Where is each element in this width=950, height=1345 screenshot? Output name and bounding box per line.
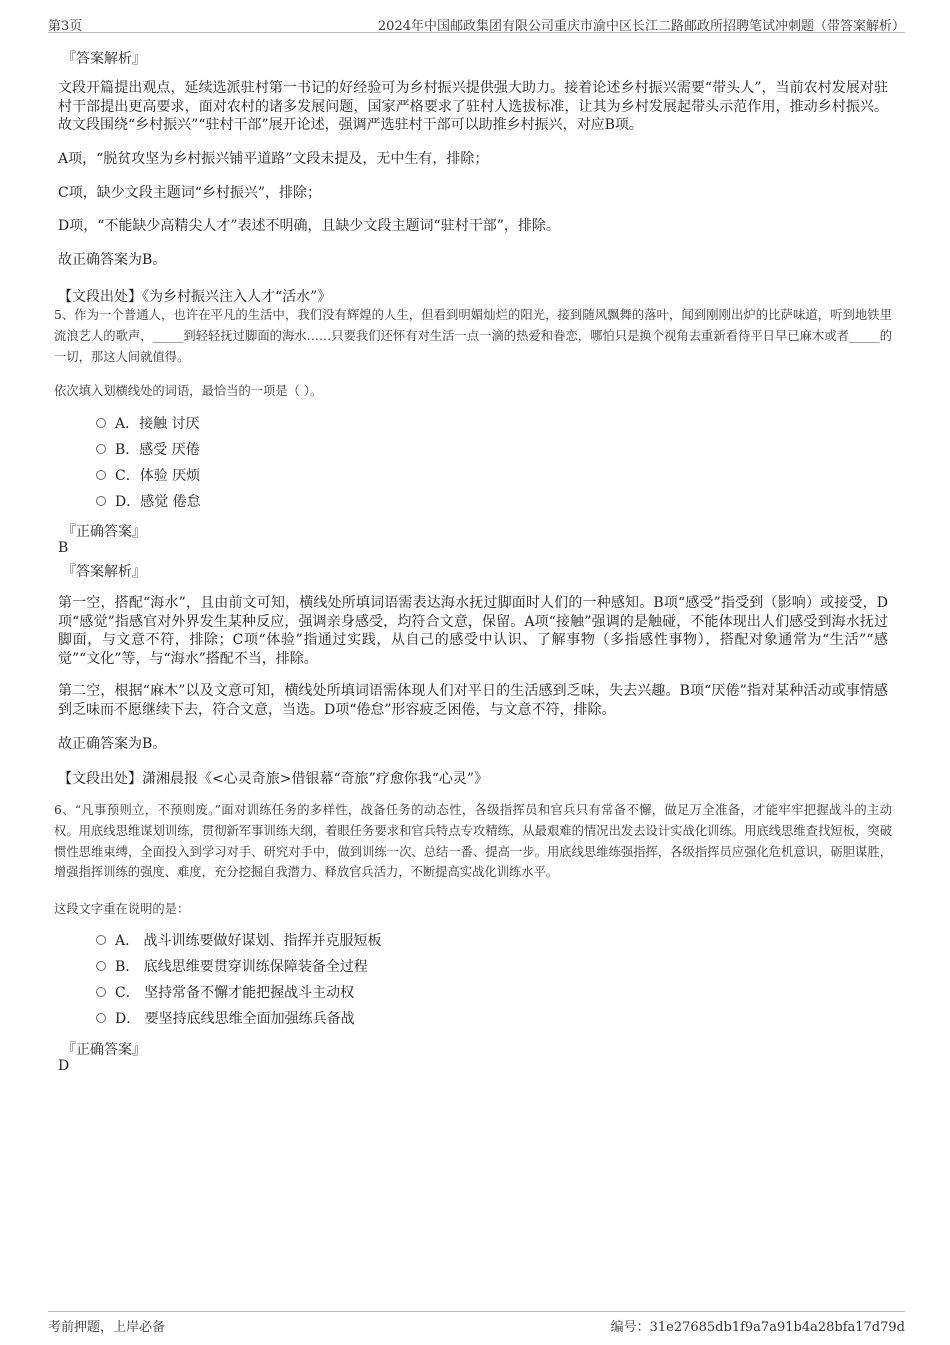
question-instruction: 依次填入划横线处的词语，最恰当的一项是（ ）。: [54, 384, 323, 398]
source-citation: 【文段出处】潇湘晨报《<心灵奇旅>借银幕“奇旅”疗愈你我“心灵”》: [58, 771, 489, 787]
option-c[interactable]: [96, 466, 200, 486]
option-a[interactable]: [96, 931, 382, 951]
correct-answer: D: [58, 1058, 70, 1074]
option-label: B． 底线思维要贯穿训练保障装备全过程: [115, 959, 368, 975]
option-label: B．感受 厌倦: [115, 442, 200, 458]
question-stem: 5、作为一个普通人，也许在平凡的生活中，我们没有辉煌的人生，但看到明媚灿烂的阳光，接到随风飘舞的落叶，闻到刚刚出炉的比萨味道，听到地铁里流浪艺人的歌声，_____到轻轻抚过脚面的海水……只要我们还怀有对生活一点一滴的热爱和眷恋，哪怕只是换个视角去重新看待平日早已麻木或者_____的一切，那这人间就值得。: [54, 308, 892, 364]
option-label: C．体验 厌烦: [115, 468, 201, 484]
analysis-paragraph: 第一空，搭配“海水”，且由前文可知，横线处所填词语需表达海水抚过脚面时人们的一种感知。B项“感受”指受到（影响）或接受，D项“感觉”指感官对外界发生某种反应，强调亲身感受，均符合文意，保留。A项“接触”强调的是触碰，不能体现出人们感受到海水抚过脚面，与文意不符，排除；C项“体验”指通过实践，从自己的感受中认识、了解事物（多指感性事物），搭配对象通常为“生活”“感觉”“文化”等，与“海水”搭配不当，排除。: [58, 595, 888, 667]
radio-icon[interactable]: [96, 418, 106, 428]
radio-icon[interactable]: [96, 444, 106, 454]
radio-icon[interactable]: [96, 496, 106, 506]
question-instruction: 这段文字重在说明的是：: [54, 902, 190, 916]
analysis-paragraph: C项，缺少文段主题词“乡村振兴”，排除；: [58, 185, 322, 201]
document-id: 编号：31e27685db1f9a7a91b4a28bfa17d79d: [610, 1320, 905, 1335]
option-d[interactable]: [96, 492, 201, 512]
analysis-label: 『答案解析』: [62, 51, 146, 67]
analysis-paragraph: 文段开篇提出观点，延续选派驻村第一书记的好经验可为乡村振兴提供强大助力。接着论述乡村振兴需要“带头人”，当前农村发展对驻村干部提出更高要求，面对农村的诸多发展问题，国家严格要求了驻村人选拔标准，让其为乡村发展起带头示范作用，推动乡村振兴。故文段围绕“乡村振兴”“驻村干部”展开论述，强调严选驻村干部可以助推乡村振兴，对应B项。: [58, 80, 888, 134]
option-b[interactable]: [96, 440, 200, 460]
radio-icon[interactable]: [96, 961, 106, 971]
radio-icon[interactable]: [96, 1013, 106, 1023]
option-label: D．感觉 倦怠: [115, 494, 201, 510]
option-label: C． 坚持常备不懈才能把握战斗主动权: [115, 985, 355, 1001]
footer-slogan: 考前押题，上岸必备: [48, 1320, 166, 1335]
radio-icon[interactable]: [96, 987, 106, 997]
correct-answer-label: 『正确答案』: [62, 524, 146, 540]
option-label: A．接触 讨厌: [115, 416, 200, 432]
analysis-paragraph: A项，“脱贫攻坚为乡村振兴铺平道路”文段未提及，无中生有，排除；: [58, 151, 489, 167]
page-footer: [48, 1311, 905, 1334]
option-d[interactable]: [96, 1009, 355, 1029]
radio-icon[interactable]: [96, 470, 106, 480]
correct-answer: B: [58, 540, 69, 556]
analysis-conclusion: 故正确答案为B。: [58, 252, 167, 268]
analysis-paragraph: D项，“不能缺少高精尖人才”表述不明确，且缺少文段主题词“驻村干部”，排除。: [58, 218, 560, 234]
question-stem: 6、“凡事预则立，不预则废。”面对训练任务的多样性，战备任务的动态性，各级指挥员和官兵只有常备不懈，做足万全准备，才能牢牢把握战斗的主动权。用底线思维谋划训练，贯彻新军事训练大纲，着眼任务要求和官兵特点专攻精练，从最艰难的情况出发去设计实战化训练。用底线思维查找短板，突破惯性思维束缚，全面投入到学习对手、研究对手中，做到训练一次、总结一番、提高一步。用底线思维练强指挥，各级指挥员应强化危机意识，砺胆谋胜，增强指挥训练的强度、难度，充分挖掘自我潜力、释放官兵活力，不断提高实战化训练水平。: [54, 803, 892, 880]
option-b[interactable]: [96, 957, 368, 977]
option-label: D． 要坚持底线思维全面加强练兵备战: [115, 1011, 355, 1027]
option-a[interactable]: [96, 414, 200, 434]
radio-icon[interactable]: [96, 935, 106, 945]
analysis-conclusion: 故正确答案为B。: [58, 736, 167, 752]
correct-answer-label: 『正确答案』: [62, 1042, 146, 1058]
analysis-label: 『答案解析』: [62, 564, 146, 580]
page-number: 第3页: [48, 19, 83, 34]
option-label: A． 战斗训练要做好谋划、指挥并克服短板: [115, 933, 382, 949]
page-header: [48, 14, 905, 33]
option-c[interactable]: [96, 983, 354, 1003]
document-title: 2024年中国邮政集团有限公司重庆市渝中区长江二路邮政所招聘笔试冲刺题（带答案解析）: [377, 19, 905, 34]
source-citation: 【文段出处】《为乡村振兴注入人才“活水”》: [58, 289, 332, 305]
analysis-paragraph: 第二空，根据“麻木”以及文意可知，横线处所填词语需体现人们对平日的生活感到乏味，失去兴趣。B项“厌倦”指对某种活动或事情感到乏味而不愿继续下去，符合文意，当选。D项“倦怠”形容疲乏困倦，与文意不符，排除。: [58, 683, 888, 718]
